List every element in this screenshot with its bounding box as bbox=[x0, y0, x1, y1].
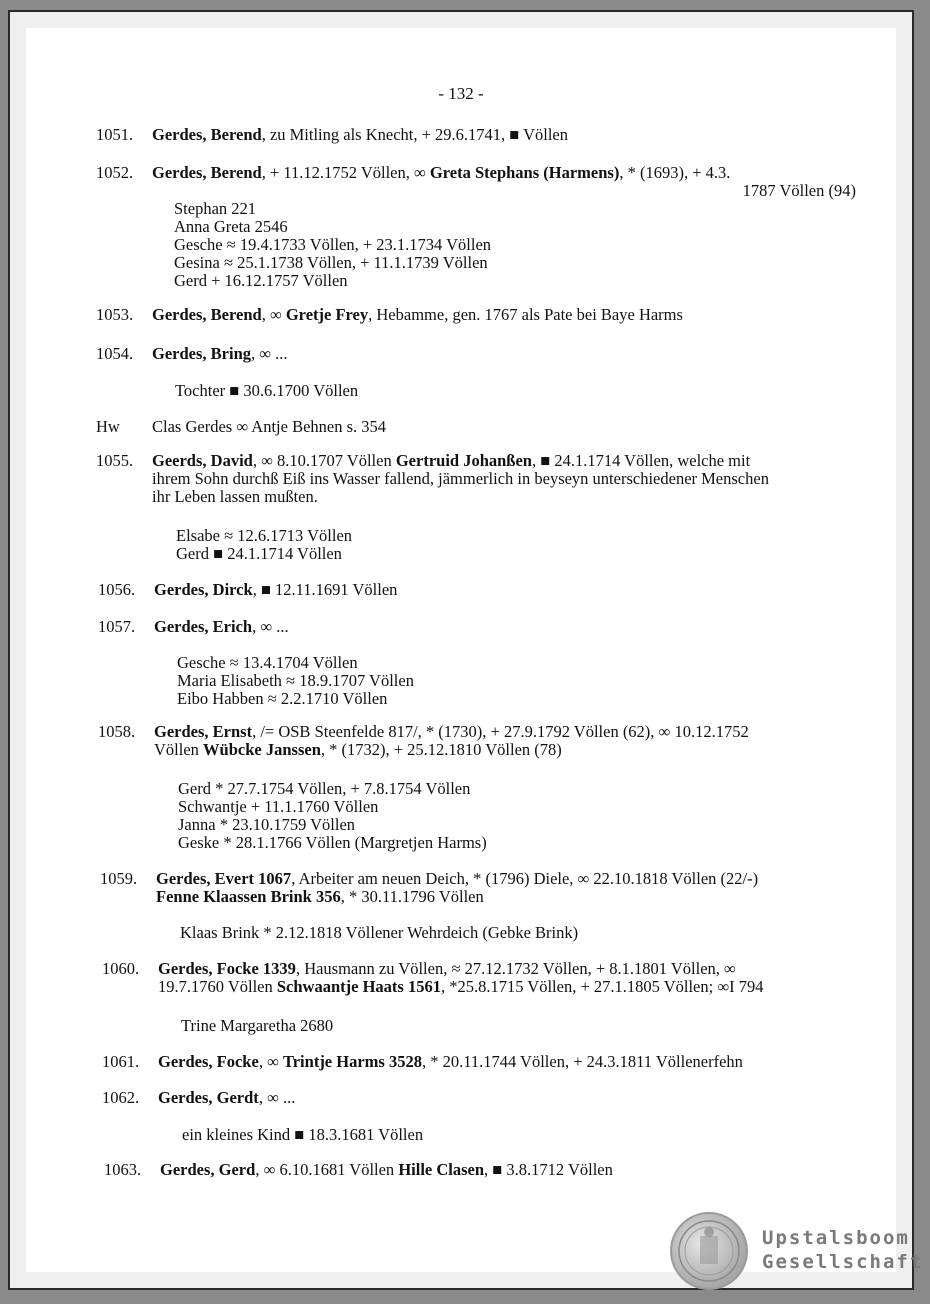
person-name: Gerdes, Berend bbox=[152, 163, 262, 182]
entry-number: 1052. bbox=[96, 163, 134, 182]
page-number: - 132 - bbox=[438, 84, 484, 103]
entry-details-cont: , Hebamme, gen. 1767 als Pate bei Baye Harms bbox=[368, 305, 683, 324]
child-line: Geske * 28.1.1766 Völlen (Margretjen Harms) bbox=[178, 833, 487, 852]
child-line: Eibo Habben ≈ 2.2.1710 Völlen bbox=[177, 689, 388, 708]
entry-1052 bbox=[96, 164, 856, 204]
child-line: Gesche ≈ 13.4.1704 Völlen bbox=[177, 653, 358, 672]
person-name: Gerdes, Gerdt bbox=[158, 1088, 259, 1107]
entry-1058 bbox=[98, 723, 858, 763]
entry-details: , Arbeiter am neuen Deich, * (1796) Diele, ∞ 22.10.1818 Völlen (22/-) bbox=[291, 869, 759, 888]
person-name: Gerdes, Focke bbox=[158, 1052, 259, 1071]
entry-details: , /= OSB Steenfelde 817/, * (1730), + 27.9.1792 Völlen (62), ∞ 10.12.1752 bbox=[252, 722, 749, 741]
entry-details: , ∞ ... bbox=[252, 617, 289, 636]
child-line: Anna Greta 2546 bbox=[174, 217, 288, 236]
society-seal-icon bbox=[670, 1212, 748, 1290]
spouse-name: Gretje Frey bbox=[285, 305, 369, 324]
page-frame bbox=[8, 10, 924, 1290]
child-line: Elsabe ≈ 12.6.1713 Völlen bbox=[176, 526, 353, 545]
entry-number: 1063. bbox=[104, 1160, 142, 1179]
entry-details: , ∞ ... bbox=[251, 344, 288, 363]
spouse-name: Wübcke Janssen bbox=[203, 740, 321, 759]
entry-details-cont: , * (1693), + 4.3. bbox=[619, 163, 731, 182]
spouse-name: Hille Clasen bbox=[398, 1160, 485, 1179]
child-line: Tochter ■ 30.6.1700 Völlen bbox=[175, 381, 359, 400]
spouse-name: Greta Stephans (Harmens) bbox=[429, 163, 620, 182]
child-line: Stephan 221 bbox=[174, 199, 257, 218]
entry-number: 1058. bbox=[98, 722, 136, 741]
entry-number: 1056. bbox=[98, 580, 136, 599]
entry-details-cont: , * 20.11.1744 Völlen, + 24.3.1811 Völlenerfehn bbox=[421, 1052, 743, 1071]
entry-continuation: ihr Leben lassen mußten. bbox=[152, 487, 318, 506]
entry-details-cont: , * 30.11.1796 Völlen bbox=[340, 887, 484, 906]
child-line: Schwantje + 11.1.1760 Völlen bbox=[178, 797, 379, 816]
entry-continuation: 1787 Völlen (94) bbox=[742, 181, 856, 200]
entry-number: 1062. bbox=[102, 1088, 140, 1107]
person-name: Gerdes, Bring bbox=[152, 344, 251, 363]
child-line: ein kleines Kind ■ 18.3.1681 Völlen bbox=[182, 1125, 424, 1144]
entry-details: , ∞ bbox=[261, 305, 286, 324]
child-line: Gerd + 16.12.1757 Völlen bbox=[174, 271, 348, 290]
spouse-name: Gertruid Johanßen bbox=[395, 451, 532, 470]
entry-details: , ■ 12.11.1691 Völlen bbox=[252, 580, 398, 599]
person-name: Gerdes, Berend bbox=[152, 125, 262, 144]
entry-continuation: 19.7.1760 Völlen bbox=[158, 977, 277, 996]
logo-line-2: Gesellschaft bbox=[762, 1251, 924, 1273]
entry-number: 1061. bbox=[102, 1052, 140, 1071]
entry-details: , ∞ 8.10.1707 Völlen bbox=[252, 451, 396, 470]
entry-details: , ∞ bbox=[258, 1052, 283, 1071]
entry-continuation: ihrem Sohn durchß Eiß ins Wasser fallend, jämmerlich in beyseyn unterschiedener Menschen bbox=[152, 469, 769, 488]
entry-number: 1053. bbox=[96, 305, 134, 324]
entry-details-cont: , * (1732), + 25.12.1810 Völlen (78) bbox=[320, 740, 562, 759]
entry-1060 bbox=[102, 960, 862, 1000]
entry-number: 1051. bbox=[96, 125, 134, 144]
entry-details-cont: , *25.8.1715 Völlen, + 27.1.1805 Völlen; ∞I 794 bbox=[440, 977, 764, 996]
child-line: Gerd ■ 24.1.1714 Völlen bbox=[176, 544, 342, 563]
child-line: Janna * 23.10.1759 Völlen bbox=[178, 815, 356, 834]
child-line: Gerd * 27.7.1754 Völlen, + 7.8.1754 Völlen bbox=[178, 779, 471, 798]
person-name: Gerdes, Gerd bbox=[160, 1160, 256, 1179]
entry-details-cont: , ■ 3.8.1712 Völlen bbox=[484, 1160, 613, 1179]
entry-number: 1057. bbox=[98, 617, 136, 636]
person-name: Geerds, David bbox=[152, 451, 253, 470]
entry-details: , + 11.12.1752 Völlen, ∞ bbox=[261, 163, 430, 182]
child-line: Gesche ≈ 19.4.1733 Völlen, + 23.1.1734 Völlen bbox=[174, 235, 492, 254]
person-name: Gerdes, Focke 1339 bbox=[158, 959, 296, 978]
entry-details: , zu Mitling als Knecht, + 29.6.1741, ■ Völlen bbox=[261, 125, 569, 144]
entry-1059 bbox=[100, 870, 860, 910]
entry-continuation: Völlen bbox=[154, 740, 204, 759]
document-page bbox=[26, 28, 896, 1272]
entry-details-cont: , ■ 24.1.1714 Völlen, welche mit bbox=[532, 451, 751, 470]
person-name: Gerdes, Berend bbox=[152, 305, 262, 324]
child-line: Maria Elisabeth ≈ 18.9.1707 Völlen bbox=[177, 671, 414, 690]
child-line: Klaas Brink * 2.12.1818 Völlener Wehrdeich (Gebke Brink) bbox=[180, 923, 579, 942]
person-name: Gerdes, Ernst bbox=[154, 722, 253, 741]
entry-number: 1060. bbox=[102, 959, 140, 978]
child-line: Trine Margaretha 2680 bbox=[181, 1016, 334, 1035]
person-name: Gerdes, Evert 1067 bbox=[156, 869, 292, 888]
spouse-name: Schwaantje Haats 1561 bbox=[276, 977, 441, 996]
person-name: Gerdes, Erich bbox=[154, 617, 253, 636]
entry-number: 1059. bbox=[100, 869, 138, 888]
spouse-name: Trintje Harms 3528 bbox=[282, 1052, 422, 1071]
society-logo-text bbox=[762, 1226, 923, 1274]
spouse-name: Fenne Klaassen Brink 356 bbox=[156, 887, 341, 906]
entry-details: , ∞ ... bbox=[258, 1088, 296, 1107]
entry-number: 1055. bbox=[96, 451, 134, 470]
child-line: Gesina ≈ 25.1.1738 Völlen, + 11.1.1739 Völlen bbox=[174, 253, 488, 272]
person-name: Gerdes, Dirck bbox=[154, 580, 253, 599]
entry-details: , Hausmann zu Völlen, ≈ 27.12.1732 Völlen, + 8.1.1801 Völlen, ∞ bbox=[295, 959, 736, 978]
logo-line-1: Upstalsboom bbox=[762, 1227, 910, 1249]
entry-details: , ∞ 6.10.1681 Völlen bbox=[255, 1160, 399, 1179]
entry-number: Hw bbox=[96, 417, 120, 436]
entry-details: Clas Gerdes ∞ Antje Behnen s. 354 bbox=[152, 417, 387, 436]
entry-number: 1054. bbox=[96, 344, 134, 363]
entry-1055 bbox=[96, 452, 856, 508]
